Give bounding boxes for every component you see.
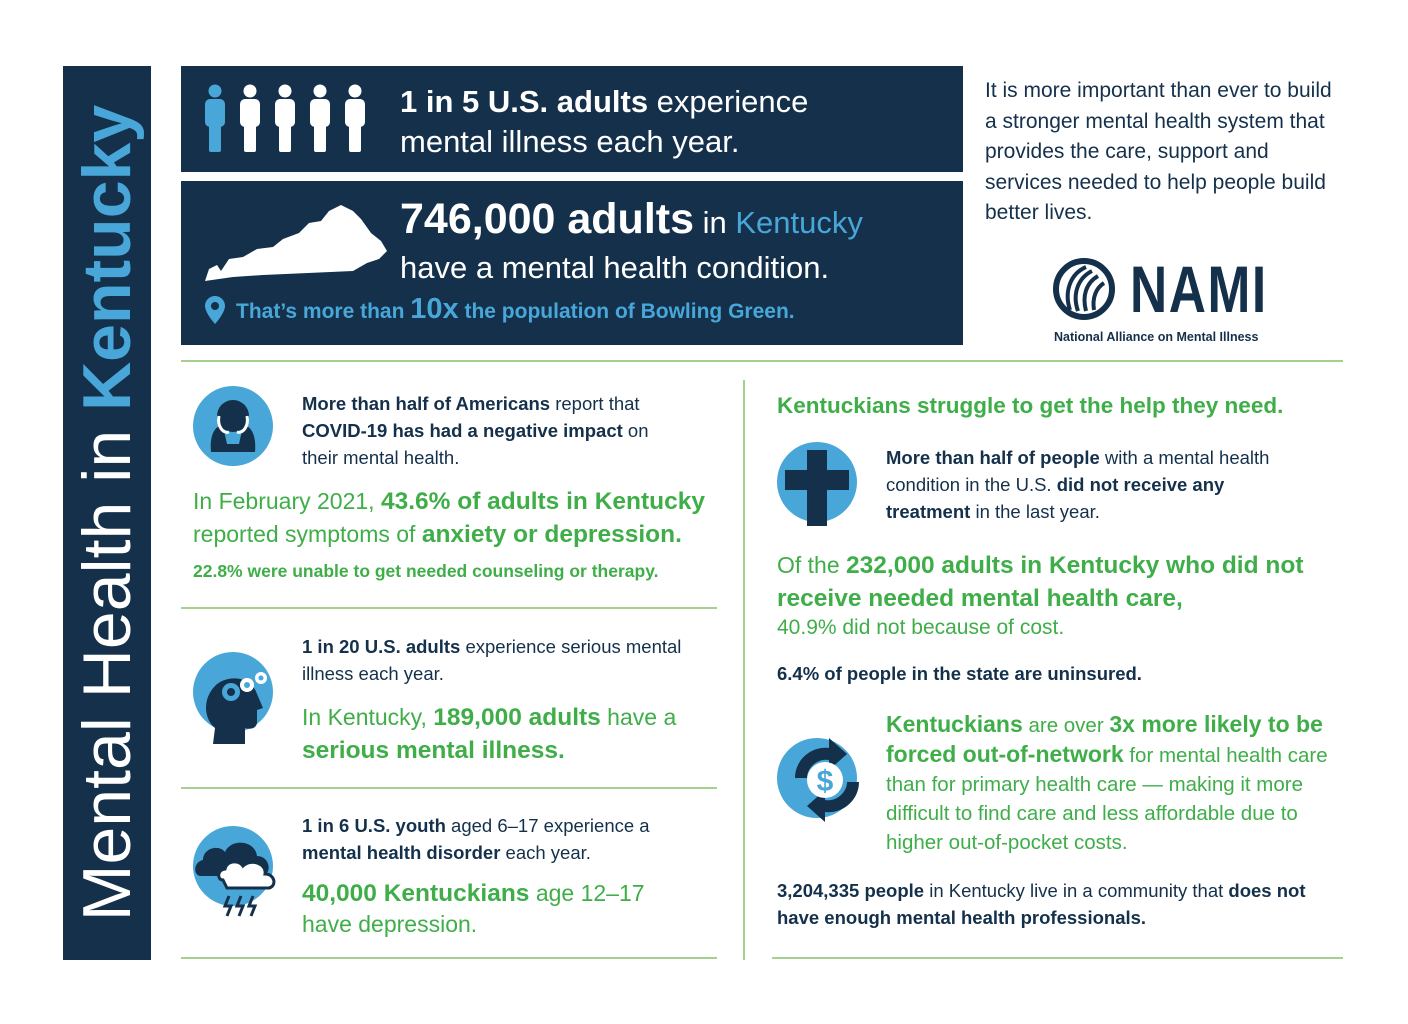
covid-impact-text: More than half of Americans report that COVID-19 has had a negative impact on their mental health. [302,393,649,468]
youth-text: 1 in 6 U.S. youth aged 6–17 experience a mental health disorder each year. [302,815,650,863]
stat-headline: 746,000 adults in Kentucky [400,195,863,243]
dollar-cycle-icon [777,738,857,818]
stat-line-2: mental illness each year. [400,124,740,159]
stat-box-kentucky-adults [181,181,963,345]
right-heading: Kentuckians struggle to get the help they need. [777,393,1284,418]
person-icon [240,85,260,153]
cost-stat: 40.9% did not because of cost. [777,616,1065,639]
person-icon [345,85,365,153]
kentucky-youth-stat: 40,000 Kentuckians age 12–17 have depression. [302,880,645,937]
section-divider [181,787,717,789]
section-divider [772,957,1343,959]
stat-box-1-in-5 [181,66,963,172]
svg-text:$: $ [816,765,834,798]
intro-text: It is more important than ever to build a stronger mental health system that provides the care, support and services needed to help people build better lives. [985,79,1332,224]
vertical-title: Mental Health in Kentucky [69,104,145,922]
kentucky-serious-stat: In Kentucky, 189,000 adults have a serious mental illness. [302,704,677,764]
person-icon [310,85,330,153]
map-pin-icon [205,296,225,324]
nami-wordmark: NAMI [1130,252,1268,326]
section-divider [181,957,717,959]
head-gears-icon [193,652,273,732]
nami-tagline: National Alliance on Mental Illness [1054,330,1259,344]
kentucky-anxiety-stat: In February 2021, 43.6% of adults in Kentucky reported symptoms of anxiety or depression. [193,488,705,548]
person-icon [205,85,225,153]
distressed-person-icon [193,386,273,466]
vertical-title-bar [63,66,151,960]
column-divider [743,380,745,960]
counseling-stat: 22.8% were unable to get needed counseling or therapy. [193,561,659,581]
medical-cross-icon [777,442,857,522]
nami-logo [1052,258,1132,320]
unmet-care-stat: Of the 232,000 adults in Kentucky who did not receive needed mental health care, [777,552,1304,612]
people-icon-row [203,84,373,154]
no-treatment-text: More than half of people with a mental health condition in the U.S. did not receive any treatment in the last year. [886,447,1270,522]
serious-illness-text: 1 in 20 U.S. adults experience serious mental illness each year. [302,636,682,684]
uninsured-stat: 6.4% of people in the state are uninsured. [777,663,1142,684]
person-icon [275,85,295,153]
section-divider [181,360,1343,362]
pin-comparison: That’s more than 10x the population of Bowling Green. [236,293,795,325]
shortage-text: 3,204,335 people in Kentucky live in a community that does not have enough mental health professionals. [777,880,1306,928]
section-divider [181,607,717,609]
storm-cloud-icon [193,826,273,906]
kentucky-map-icon [203,199,389,283]
stat-line-1: 1 in 5 U.S. adults experience [400,84,809,119]
stat-line-2: have a mental health condition. [400,250,830,285]
out-of-network-text: Kentuckians are over 3x more likely to be forced out-of-network for mental health care than for primary health care — making it more difficult to find care and less affordable due to higher out-of-pocket costs. [886,711,1328,854]
